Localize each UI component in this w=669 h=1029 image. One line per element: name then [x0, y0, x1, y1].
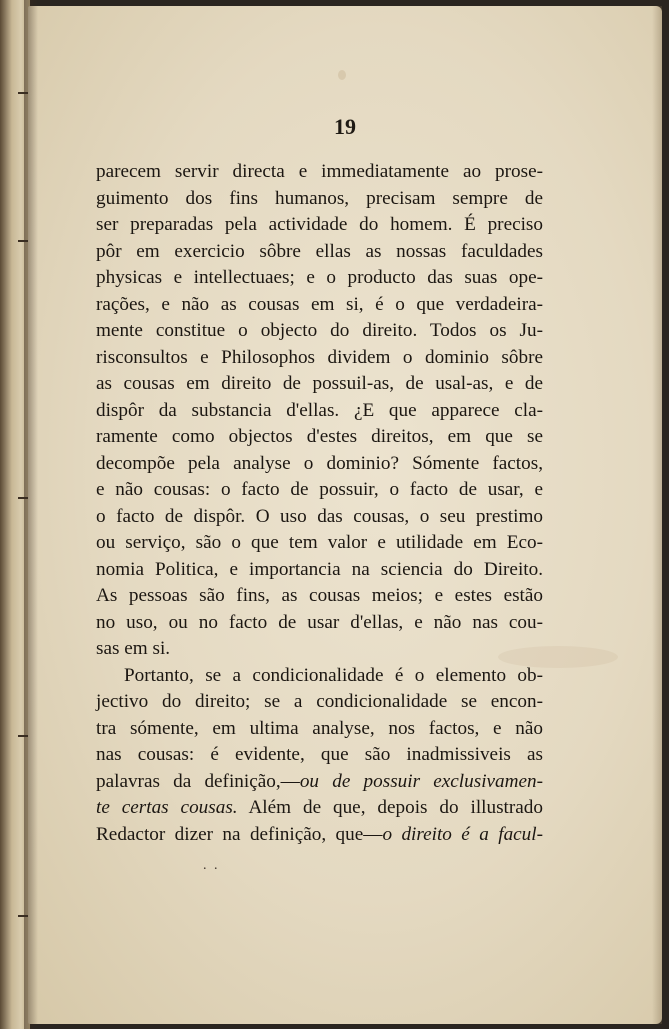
page-number: 19 [334, 114, 356, 139]
text-line-underlined: As pessoas são fins, as cousas meios; e estes estão [96, 585, 543, 606]
text-line: no uso, ou no facto de usar d'ellas, e não nas cou- [96, 611, 543, 633]
text-line: decompõe pela analyse o dominio? Sómente factos, [96, 452, 543, 474]
text-line: ser preparadas pela actividade do homem. É preciso [96, 214, 543, 235]
binding-stitch [18, 915, 28, 917]
text-line: o facto de dispôr. O uso das cousas, o seu prestimo [96, 505, 543, 527]
binding-stitch [18, 92, 28, 94]
text-line-mixed [96, 822, 543, 849]
body-text [96, 159, 543, 848]
text-line: ou serviço, são o que tem valor e utilidade em Eco- [96, 532, 543, 553]
foxing-spot [338, 70, 346, 80]
text-line: rações, e não as cousas em si, é o que verdadeira- [96, 293, 543, 315]
text-line: nomia Politica, e importancia na sciencia do Direito. [96, 558, 543, 580]
text-line: mente constitue o objecto do direito. Todos os Ju- [96, 320, 543, 341]
text-line: dispôr da substancia d'ellas. ¿E que apparece cla- [96, 399, 543, 421]
text-line-mixed [96, 769, 543, 796]
binding-stitch [18, 735, 28, 737]
italic-run: ou de possuir exclusivamen- [299, 770, 543, 792]
text-line: nas cousas: é evidente, que são inadmissiveis as [96, 744, 543, 765]
text-line: physicas e intellectuaes; e o producto das suas ope- [96, 267, 543, 288]
text-line: jectivo do direito; se a condicionalidade se encon- [96, 691, 543, 712]
binding-stitch [18, 240, 28, 242]
page-right-shadow [652, 6, 662, 1024]
text-line: as cousas em direito de possuil-as, de usal-as, e de [96, 373, 543, 394]
binding-stitch [18, 497, 28, 499]
paragraph-2 [96, 663, 543, 849]
italic-run: te certas cousas. [96, 797, 238, 818]
spine-shadow [24, 0, 38, 1029]
page-sheet [28, 6, 662, 1024]
text-line: pôr em exercicio sôbre ellas as nossas faculdades [96, 240, 543, 262]
plain-run: palavras da definição,— [96, 770, 300, 792]
text-line: e não cousas: o facto de possuir, o facto de usar, e [96, 479, 543, 500]
text-line: Portanto, se a condicionalidade é o elemento ob- [124, 664, 543, 686]
italic-run: o direito é a facul- [382, 823, 543, 845]
text-line: risconsultos e Philosophos dividem o dominio sôbre [96, 346, 543, 368]
text-line-mixed [96, 795, 543, 822]
text-line: tra sómente, em ultima analyse, nos factos, e não [96, 717, 543, 739]
text-line: guimento dos fins humanos, precisam sempre de [96, 187, 543, 209]
plain-run: Redactor dizer na definição, que— [96, 823, 383, 845]
footer-mark: . . [203, 858, 220, 873]
text-line: ramente como objectos d'estes direitos, em que se [96, 426, 543, 447]
text-line: sas em si. [96, 638, 171, 659]
text-line: parecem servir directa e immediatamente ao prose- [96, 161, 543, 182]
paragraph-1 [96, 159, 543, 663]
plain-run: Além de que, depois do illustrado [237, 797, 543, 818]
